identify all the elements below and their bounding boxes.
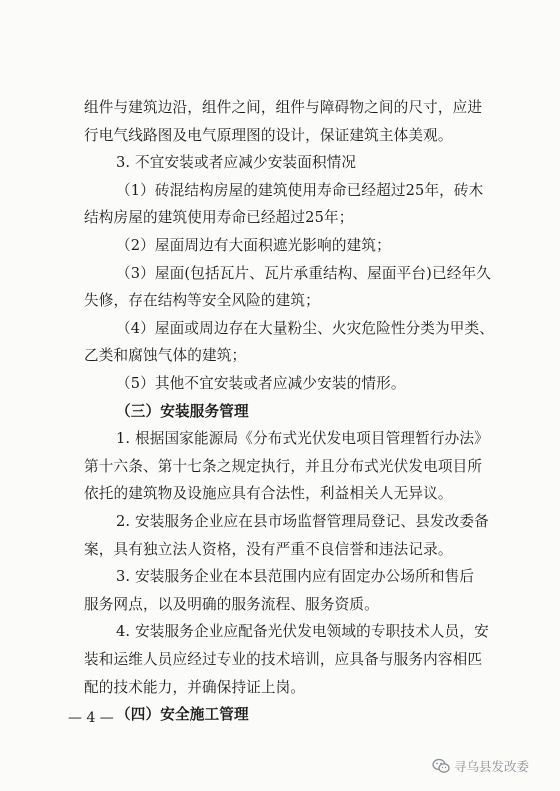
watermark <box>432 757 529 775</box>
section-heading: （三）安装服务管理 <box>116 402 249 420</box>
wechat-icon <box>432 758 450 774</box>
text-line: 配的技术能力，并确保持证上岗。 <box>84 678 306 696</box>
text-line: 2. 安装服务企业应在县市场监督管理局登记、县发改委备 <box>116 513 489 530</box>
text-line: 1. 根据国家能源局《分布式光伏发电项目管理暂行办法》 <box>116 430 489 448</box>
text-line: （1）砖混结构房屋的建筑使用寿命已经超过25年，砖木 <box>116 181 484 199</box>
watermark-text: 寻乌县发改委 <box>454 759 530 774</box>
text-line: （3）屋面(包括瓦片、瓦片承重结构、屋面平台)已经年久 <box>116 264 491 282</box>
text-line: 第十六条、第十七条之规定执行，并且分布式光伏发电项目所 <box>84 457 483 475</box>
text-line: 结构房屋的建筑使用寿命已经超过25年； <box>84 209 354 227</box>
text-line: 案，具有独立法人资格，没有严重不良信誉和违法记录。 <box>84 540 453 558</box>
text-line: 服务网点，以及明确的服务流程、服务资质。 <box>84 595 379 613</box>
text-line: （4）屋面或周边存在大量粉尘、火灾危险性分类为甲类、 <box>116 319 495 337</box>
text-line: 乙类和腐蚀气体的建筑； <box>84 347 247 365</box>
text-line: 装和运维人员应经过专业的技术培训，应具备与服务内容相匹 <box>84 651 483 668</box>
text-line: （2）屋面周边有大面积遮光影响的建筑； <box>116 237 391 254</box>
text-line: 行电气线路图及电气原理图的设计，保证建筑主体美观。 <box>84 126 453 144</box>
text-line: 失修，存在结构等安全风险的建筑； <box>84 292 320 310</box>
text-line: 4. 安装服务企业应配备光伏发电领域的专职技术人员，安 <box>116 623 489 641</box>
text-line: 依托的建筑物及设施应具有合法性，利益相关人无异议。 <box>84 485 453 503</box>
text-line: 3. 不宜安装或者应减少安装面积情况 <box>116 154 357 172</box>
text-line: 3. 安装服务企业在本县范围内应有固定办公场所和售后 <box>116 568 475 586</box>
page-number: — 4 — <box>68 710 114 726</box>
text-line: 组件与建筑边沿，组件之间，组件与障碍物之间的尺寸，应进 <box>84 99 483 116</box>
text-line: （5）其他不宜安装或者应减少安装的情形。 <box>116 375 406 392</box>
section-heading: （四）安全施工管理 <box>116 706 249 724</box>
